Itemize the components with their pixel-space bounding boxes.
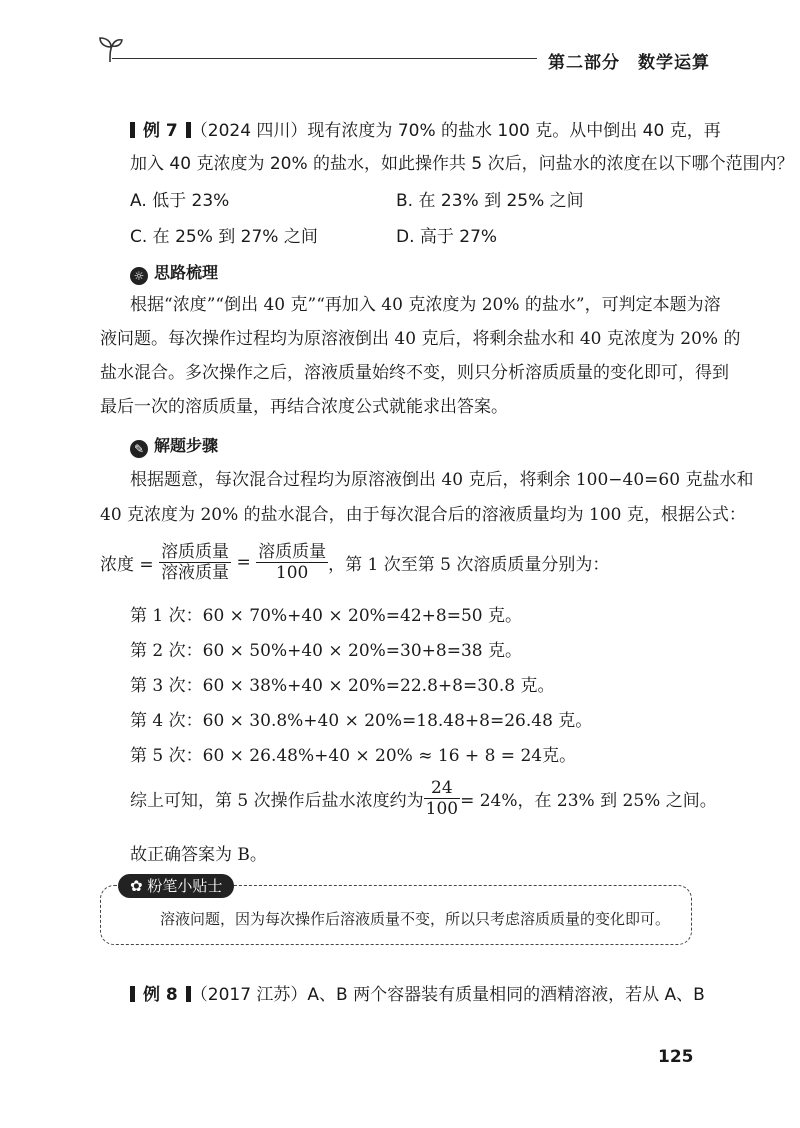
option-d: D. 高于 27% <box>396 227 498 247</box>
fraction-concentration <box>159 542 231 583</box>
example7-line2: 加入 40 克浓度为 20% 的盐水，如此操作共 5 次后，问盐水的浓度在以下哪个范围内？ <box>130 154 794 174</box>
option-c: C. 在 25% 到 27% 之间 <box>130 227 318 247</box>
pencil-icon: ✎ <box>130 440 148 458</box>
step-1: 第 1 次：60 × 70%+40 × 20%=42+8=50 克。 <box>130 606 523 626</box>
sprout-icon <box>96 34 124 64</box>
analysis-line: 盐水混合。多次操作之后，溶液质量始终不变，则只分析溶质质量的变化即可，得到 <box>100 363 729 383</box>
analysis-line: 根据“浓度”“倒出 40 克”“再加入 40 克浓度为 20% 的盐水”，可判定本题为溶 <box>130 295 721 315</box>
example8-label: 例 8 <box>143 985 178 1005</box>
solution-heading <box>130 433 218 458</box>
formula-lhs: 浓度 = <box>100 555 154 575</box>
fraction-denominator: 100 <box>275 563 309 583</box>
fraction-numerator: 24 <box>424 778 460 799</box>
formula-equals: = <box>236 552 251 573</box>
example-bar-left <box>130 986 135 1002</box>
conclusion-line <box>130 778 717 819</box>
formula-tail: ，第 1 次至第 5 次溶质质量分别为： <box>328 555 610 575</box>
solution-line: 40 克浓度为 20% 的盐水混合，由于每次混合后的溶液质量均为 100 克，根据公式： <box>100 505 746 525</box>
analysis-line: 最后一次的溶质质量，再结合浓度公式就能求出答案。 <box>100 397 508 417</box>
example8-text: （2017 江苏）A、B 两个容器装有质量相同的酒精溶液，若从 A、B <box>190 985 705 1005</box>
step-5: 第 5 次：60 × 26.48%+40 × 20% ≈ 16 + 8 = 24克。 <box>130 746 577 766</box>
step-2: 第 2 次：60 × 50%+40 × 20%=30+8=38 克。 <box>130 641 523 661</box>
fraction-24-100 <box>424 778 460 819</box>
page-number: 125 <box>658 1047 694 1067</box>
example8-line <box>130 980 705 1005</box>
step-3: 第 3 次：60 × 38%+40 × 20%=22.8+8=30.8 克。 <box>130 676 555 696</box>
fraction-denominator: 100 <box>425 799 459 819</box>
formula-line <box>100 542 609 583</box>
header-title: 第二部分 数学运算 <box>548 53 710 73</box>
example7-line1 <box>130 116 721 141</box>
conclusion-pre: 综上可知，第 5 次操作后盐水浓度约为 <box>130 791 424 811</box>
analysis-heading <box>130 260 218 285</box>
fraction-numerator: 溶质质量 <box>258 542 327 562</box>
example7-text-line1: （2024 四川）现有浓度为 70% 的盐水 100 克。从中倒出 40 克，再 <box>190 121 721 141</box>
answer-line: 故正确答案为 B。 <box>130 845 267 865</box>
option-b: B. 在 23% 到 25% 之间 <box>396 191 584 211</box>
idea-icon: ☼ <box>130 267 148 285</box>
analysis-line: 液问题。每次操作过程均为原溶液倒出 40 克后，将剩余盐水和 40 克浓度为 20% 的 <box>100 329 741 349</box>
solution-line: 根据题意，每次混合过程均为原溶液倒出 40 克后，将剩余 100−40=60 克盐水和 <box>130 470 754 490</box>
step-4: 第 4 次：60 × 30.8%+40 × 20%=18.48+8=26.48 克。 <box>130 711 593 731</box>
tip-badge <box>118 874 234 898</box>
fraction-numerator: 溶质质量 <box>161 542 230 562</box>
example-bar-left <box>130 122 135 138</box>
option-a: A. 低于 23% <box>130 191 230 211</box>
example7-label: 例 7 <box>143 121 178 141</box>
header-rule <box>112 58 537 59</box>
tip-text: 溶液问题，因为每次操作后溶液质量不变，所以只考虑溶质质量的变化即可。 <box>160 910 671 928</box>
analysis-title: 思路梳理 <box>154 263 219 282</box>
conclusion-post: = 24%，在 23% 到 25% 之间。 <box>460 791 717 811</box>
fraction-denominator: 溶液质量 <box>161 563 230 583</box>
sprout-icon: ✿ <box>130 877 143 895</box>
solution-title: 解题步骤 <box>154 436 219 455</box>
fraction-over-100 <box>256 542 328 583</box>
tip-title: 粉笔小贴士 <box>147 877 223 895</box>
